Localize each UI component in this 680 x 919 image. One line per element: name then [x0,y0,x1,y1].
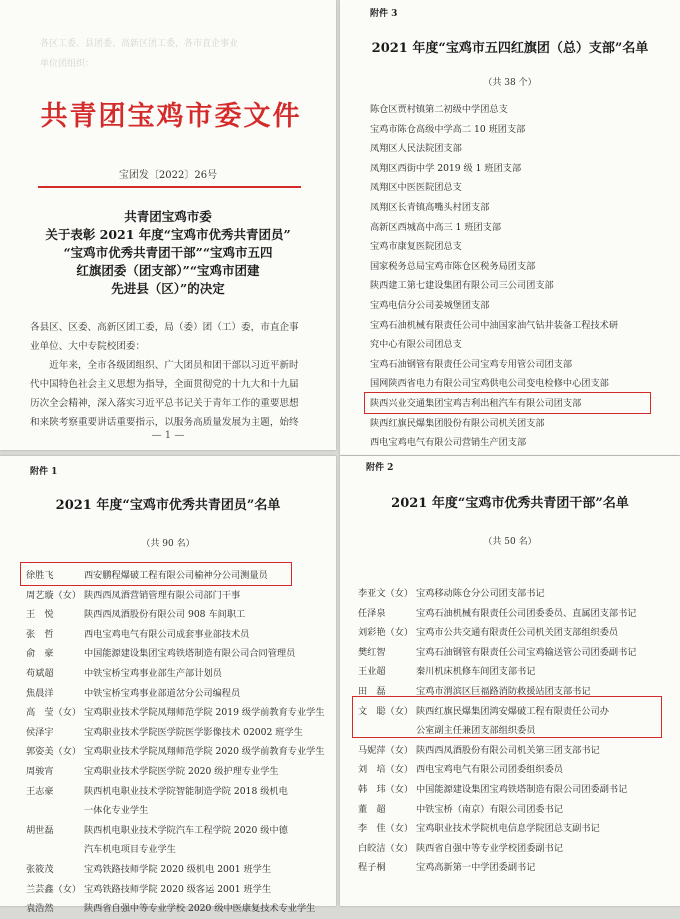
list-item: 王业超 秦川机床机修车间团支部书记 [358,666,536,678]
list-item: 张筱茂 宝鸡铁路技师学院 2020 级机电 2001 班学生 [26,863,272,875]
list-item: 文 聪（女） 陕西红旗民爆集团鸿安爆破工程有限责任公司办 [358,705,609,717]
decision-title-line: 关于表彰 2021 年度“宝鸡市优秀共青团员” [45,227,291,242]
body-line: 近年来，全市各级团组织、广大团员和团干部以习近平新时 [30,360,299,371]
list-item: 白皎洁（女） 陕西省自强中等专业学校团委副书记 [358,842,563,854]
list-item: 一体化专业学生 [84,805,149,817]
list-item: 陕西红旗民爆集团股份有限公司机关团支部 [370,417,545,429]
decision-body [30,318,312,432]
list-item: 国家税务总局宝鸡市陈仓区税务局团支部 [370,260,536,272]
list-count: （共 38 个） [483,78,537,88]
list-item: 周骏宵 宝鸡职业技术学院医学院 2020 级护理专业学生 [26,765,279,777]
body-line: 业单位、大中专院校团委： [30,341,146,352]
list-item: 公室副主任兼团支部组织委员 [416,725,536,737]
list-item: 李亚文（女） 宝鸡移动陈仓分公司团支部书记 [358,588,545,599]
highlight-box [352,696,662,738]
list-item: 苟斌超 中铁宝桥宝鸡事业部生产部计划员 [26,667,222,679]
list-item: 韩 玮（女） 中国能源建设集团宝鸡铁塔制造有限公司团委副书记 [358,783,628,795]
list-item: 汽车机电项目专业学生 [84,844,176,856]
list-item: 凤翔区西街中学 2019 级 1 班团支部 [370,162,522,174]
list-item: 程子桐 宝鸡高新第一中学团委副书记 [358,862,536,874]
list-item: 兰芸鑫（女） 宝鸡铁路技师学院 2020 级客运 2001 班学生 [26,883,272,895]
attachment-label: 附件 3 [370,9,398,19]
document-number: 宝团发〔2022〕26号 [118,170,218,181]
highlight-box [20,562,292,586]
list-item: 张 哲 西电宝鸡电气有限公司成套事业部技术员 [26,628,250,640]
list-item: 高新区西城高中高三 1 班团支部 [370,221,502,233]
decision-title [30,208,306,298]
body-line: 代中国特色社会主义思想为指导，全面贯彻党的十九大和十九届 [30,379,299,390]
document-page-cover [0,0,336,450]
list-item: 胡世磊 陕西机电职业技术学院汽车工程学院 2020 级中德 [26,824,288,836]
list-item: 宝鸡石油机械有限责任公司中油国家油气钻井装备工程技术研 [370,319,619,331]
decision-title-line: “宝鸡市优秀共青团干部”“宝鸡市五四 [63,245,273,260]
decision-title-line: 红旗团委（团支部）”“宝鸡市团建 [76,263,260,278]
list-item: 袁浩然 陕西省自强中等专业学校 2020 级中医康复技术专业学生 [26,903,316,915]
list-item: 樊红智 宝鸡石油钢管有限责任公司宝鸡输送管公司团委副书记 [358,646,637,658]
list-item: 凤翔区长青镇高嘴头村团支部 [370,201,490,213]
decision-title-line: 先进县（区）”的决定 [111,281,225,296]
list-title: 2021 年度“宝鸡市优秀共青团员”名单 [55,498,281,513]
attachment-label: 附件 2 [366,463,394,473]
list-item: 任泽泉 宝鸡石油机械有限责任公司团委委员、直属团支部书记 [358,607,637,619]
list-count: （共 50 名） [483,537,537,547]
list-item: 侯泽宇 宝鸡职业技术学院医学院医学影像技术 02002 班学生 [26,726,303,738]
bleed-through-text: 单位团组织： [40,59,95,69]
list-item: 宝鸡市陈仓高级中学高二 10 班团支部 [370,123,526,135]
list-item: 焦晨洋 中铁宝桥宝鸡事业部道岔分公司编程员 [26,687,241,699]
page-number: — 1 — [151,430,185,441]
list-item: 西电宝鸡电气有限公司营销生产团支部 [370,437,527,449]
document-page-attachment-2 [340,456,680,906]
list-item: 田 磊 宝鸡市渭滨区巨福路消防救援站团支部书记 [358,685,591,697]
list-item: 陕西兴业交通集团宝鸡吉利出租汽车有限公司团支部 [370,397,582,409]
list-item: 陈仓区贾村镇第二初级中学团总支 [370,104,508,115]
document-page-attachment-3 [340,0,680,455]
list-item: 徐胜飞 西安鹏程爆破工程有限公司榆神分公司测量员 [26,570,268,581]
list-item: 宝鸡市康复医院团总支 [370,241,462,253]
list-item: 陕西建工第七建设集团有限公司三公司团支部 [370,280,554,292]
body-line: 历次全会精神，深入落实习近平总书记关于青年工作的重要思想 [30,398,299,409]
bleed-through-text: 各区工委、县团委、高新区团工委，各市直企事业 [40,39,239,49]
list-title: 2021 年度“宝鸡市优秀共青团干部”名单 [391,496,629,511]
list-item: 凤翔区中医医院团总支 [370,182,462,194]
member-list [26,566,325,919]
list-item: 郭姿美（女） 宝鸡职业技术学院凤翔师范学院 2020 级学前教育专业学生 [26,746,325,758]
list-item: 宝鸡石油钢管有限责任公司宝鸡专用管公司团支部 [370,358,573,370]
list-item: 刘 培（女） 西电宝鸡电气有限公司团委组织委员 [358,764,563,776]
list-item: 究中心有限公司团总支 [370,339,462,351]
document-page-attachment-1 [0,456,336,915]
list-item: 李 佳（女） 宝鸡职业技术学院机电信息学院团总支副书记 [358,823,600,835]
list-item: 宝鸡电信分公司姜城堡团支部 [370,299,490,311]
list-item: 凤翔区人民法院团支部 [370,143,462,155]
list-item: 国网陕西省电力有限公司宝鸡供电公司变电检修中心团支部 [370,378,609,390]
attachment-label: 附件 1 [30,467,58,477]
list-item: 王 悦 陕西西凤酒股份有限公司 908 车间职工 [26,609,246,621]
list-item: 刘彩艳（女） 宝鸡市公共交通有限责任公司机关团支部组织委员 [358,627,619,639]
highlight-box [364,392,651,414]
list-item: 周艺璇（女） 陕西西凤酒营销管理有限公司部门干事 [26,589,241,601]
list-item: 高 莹（女） 宝鸡职业技术学院凤翔师范学院 2019 级学前教育专业学生 [26,707,325,719]
list-title: 2021 年度“宝鸡市五四红旗团（总）支部”名单 [371,41,649,56]
body-line: 和来陕考察重要讲话重要指示，以服务高质量发展为主题，始终 [30,417,299,428]
document-header-title: 共青团宝鸡市委文件 [40,101,302,132]
list-item: 俞 豪 中国能源建设集团宝鸡铁塔制造有限公司合同管理员 [26,648,296,660]
header-divider [38,186,301,188]
decision-title-line: 共青团宝鸡市委 [124,209,212,224]
list-item: 王志豪 陕西机电职业技术学院智能制造学院 2018 级机电 [26,785,288,797]
list-item: 董 超 中铁宝桥（南京）有限公司团委书记 [358,803,563,815]
body-line: 各县区、区委、高新区团工委，局（委）团（工）委，市直企事 [30,322,299,333]
list-item: 马妮萍（女） 陕西西凤酒股份有限公司机关第三团支部书记 [358,744,600,756]
list-count: （共 90 名） [141,539,195,549]
